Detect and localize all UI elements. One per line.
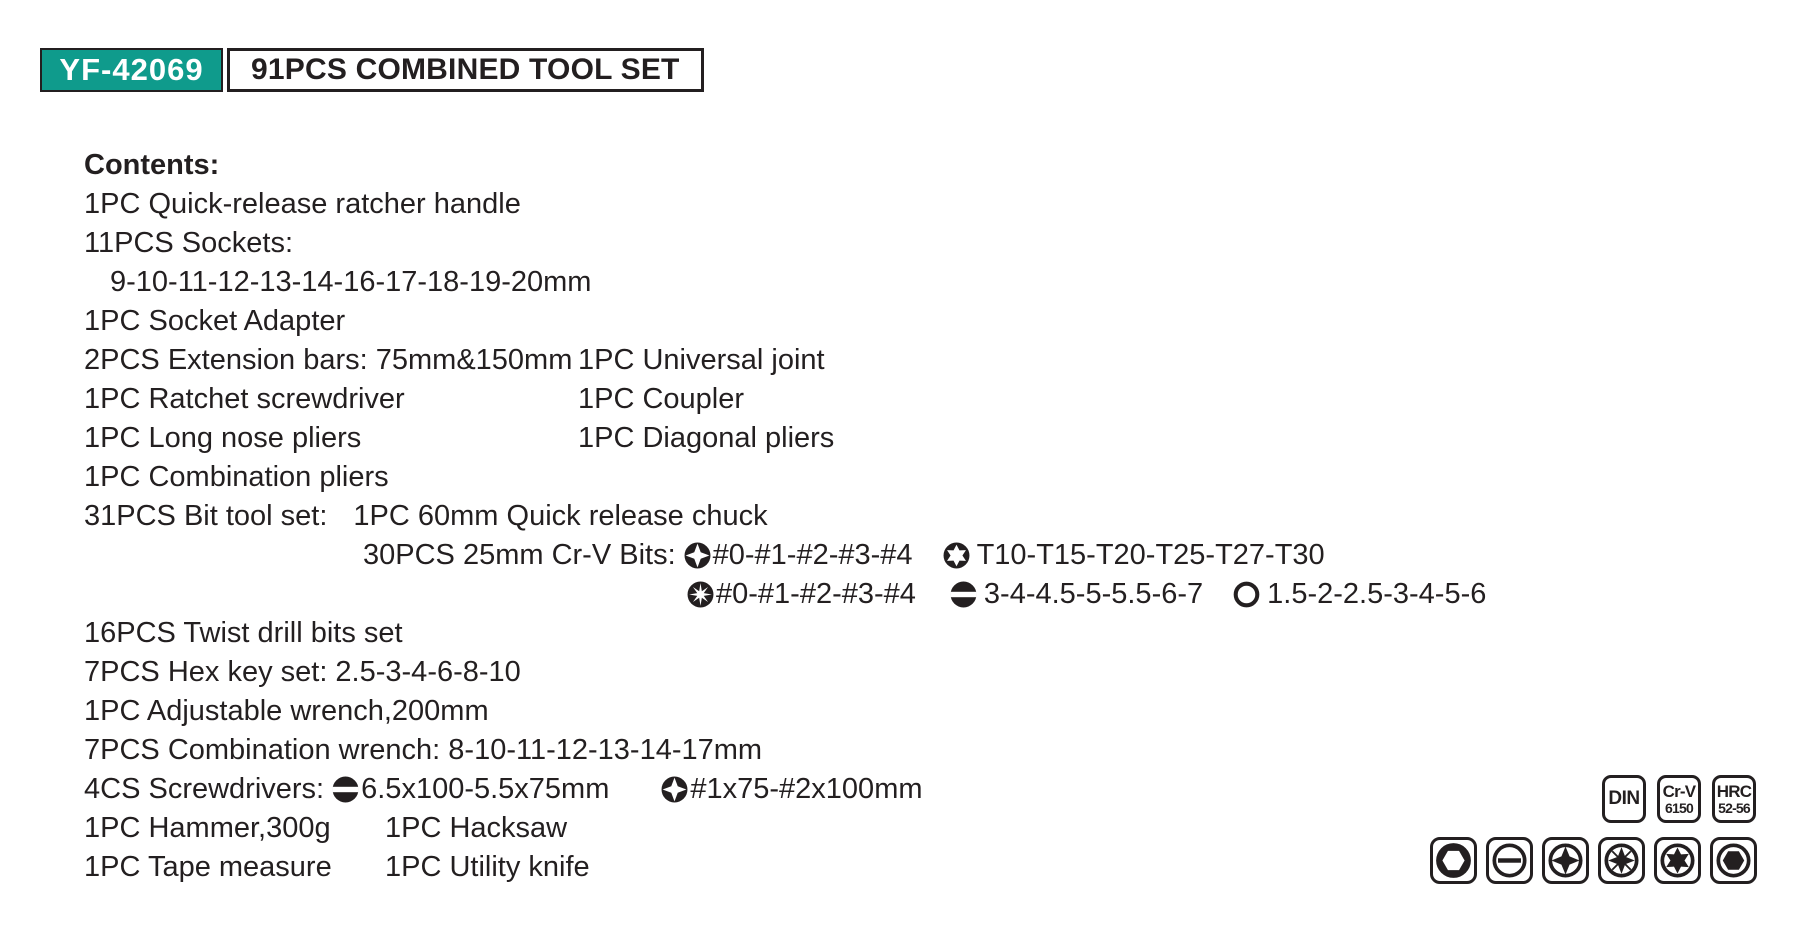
hex-head-icon <box>1710 837 1757 884</box>
certification-badges <box>1602 775 1756 823</box>
item-text: 1PC Combination pliers <box>84 461 389 493</box>
line-combination-wrench <box>84 731 1486 770</box>
item-text: 16PCS Twist drill bits set <box>84 617 403 649</box>
item-text: 9-10-11-12-13-14-16-17-18-19-20mm <box>110 266 592 298</box>
item-text: 1PC Tape measure <box>84 851 332 883</box>
line-hammer <box>84 809 1486 848</box>
line-sockets-sizes <box>84 263 1486 302</box>
line-bit-tool-set <box>84 497 1486 536</box>
hex-bit-icon <box>1233 581 1260 608</box>
line-ratchet-screwdriver <box>84 380 1486 419</box>
item-text-coupler: 1PC Coupler <box>578 383 745 415</box>
torx-bit-icon <box>943 542 970 569</box>
item-text-chuck: 1PC 60mm Quick release chuck <box>353 500 768 532</box>
phillips-bit-sizes: #0-#1-#2-#3-#4 <box>712 539 913 571</box>
screwdrivers-label: 4CS Screwdrivers: <box>84 773 325 805</box>
hex-bits-group <box>1233 578 1486 611</box>
line-screwdrivers <box>84 770 1486 809</box>
torx-head-icon <box>1654 837 1701 884</box>
phillips-bit-icon <box>661 776 688 803</box>
line-quick-release <box>84 185 1486 224</box>
item-text: 1PC Ratchet screwdriver <box>84 383 405 415</box>
slotted-bit-icon <box>332 776 359 803</box>
slotted-bit-sizes: 3-4-4.5-5-5.5-6-7 <box>983 578 1204 610</box>
hex-socket-head-icon <box>1430 837 1477 884</box>
slotted-bits-group <box>950 578 1203 611</box>
crv-grade: 6150 <box>1665 799 1693 816</box>
hrc-badge <box>1712 775 1756 823</box>
item-text: 1PC Long nose pliers <box>84 422 362 454</box>
pozidriv-head-icon <box>1598 837 1645 884</box>
screwdrivers-phillips-sizes: #1x75-#2x100mm <box>690 773 923 805</box>
screwdrivers-slotted-sizes: 6.5x100-5.5x75mm <box>361 773 610 805</box>
item-text: 11PCS Sockets: <box>84 227 294 259</box>
item-text: 1PC Hammer,300g <box>84 812 331 844</box>
drive-head-icons <box>1430 837 1757 884</box>
line-adjustable-wrench <box>84 692 1486 731</box>
phillips-bit-icon <box>684 542 711 569</box>
model-number: YF-42069 <box>59 52 204 87</box>
pozidriv-bits-group <box>687 578 916 611</box>
item-text: 2PCS Extension bars: 75mm&150mm <box>84 344 573 376</box>
contents-heading-label: Contents: <box>84 149 220 181</box>
phillips-bits-group <box>684 539 913 572</box>
item-text: 1PC Adjustable wrench,200mm <box>84 695 489 727</box>
line-hex-key-set <box>84 653 1486 692</box>
item-text: 7PCS Combination wrench: 8-10-11-12-13-14-17mm <box>84 734 763 766</box>
contents-list <box>84 146 1486 887</box>
item-text: 1PC Quick-release ratcher handle <box>84 188 521 220</box>
screwdrivers-slotted-group <box>332 773 609 806</box>
slotted-head-icon <box>1486 837 1533 884</box>
line-crv-bits <box>84 536 1486 575</box>
model-badge <box>40 48 223 92</box>
line-long-nose-pliers <box>84 419 1486 458</box>
page-title: 91PCS COMBINED TOOL SET <box>251 53 680 86</box>
line-twist-drill <box>84 614 1486 653</box>
torx-bit-sizes: T10-T15-T20-T25-T27-T30 <box>976 539 1325 571</box>
pozidriv-bit-sizes: #0-#1-#2-#3-#4 <box>716 578 916 610</box>
item-text-diagonal-pliers: 1PC Diagonal pliers <box>578 422 835 454</box>
hrc-label: HRC <box>1716 781 1752 801</box>
hex-bit-sizes: 1.5-2-2.5-3-4-5-6 <box>1267 578 1487 610</box>
line-bits-second <box>84 575 1486 614</box>
crv-label: Cr-V <box>1662 781 1696 801</box>
item-text: 31PCS Bit tool set: <box>84 500 328 532</box>
item-text-utility-knife: 1PC Utility knife <box>385 851 590 883</box>
header <box>40 48 704 92</box>
din-badge <box>1602 775 1646 823</box>
torx-bits-group <box>943 539 1325 572</box>
screwdrivers-phillips-group <box>661 773 922 806</box>
item-text-universal-joint: 1PC Universal joint <box>578 344 825 376</box>
line-tape-measure <box>84 848 1486 887</box>
hrc-range: 52-56 <box>1718 799 1750 816</box>
contents-heading <box>84 146 1486 185</box>
line-sockets-label <box>84 224 1486 263</box>
item-text: 7PCS Hex key set: 2.5-3-4-6-8-10 <box>84 656 521 688</box>
line-socket-adapter <box>84 302 1486 341</box>
phillips-head-icon <box>1542 837 1589 884</box>
line-combination-pliers <box>84 458 1486 497</box>
pozidriv-bit-icon <box>687 581 714 608</box>
din-label: DIN <box>1608 788 1640 809</box>
slotted-bit-icon <box>950 581 977 608</box>
item-text: 1PC Socket Adapter <box>84 305 346 337</box>
title-box <box>227 48 704 92</box>
crv-bits-label: 30PCS 25mm Cr-V Bits: <box>363 539 676 571</box>
crv-badge <box>1657 775 1701 823</box>
line-extension-bars <box>84 341 1486 380</box>
item-text-hacksaw: 1PC Hacksaw <box>385 812 568 844</box>
